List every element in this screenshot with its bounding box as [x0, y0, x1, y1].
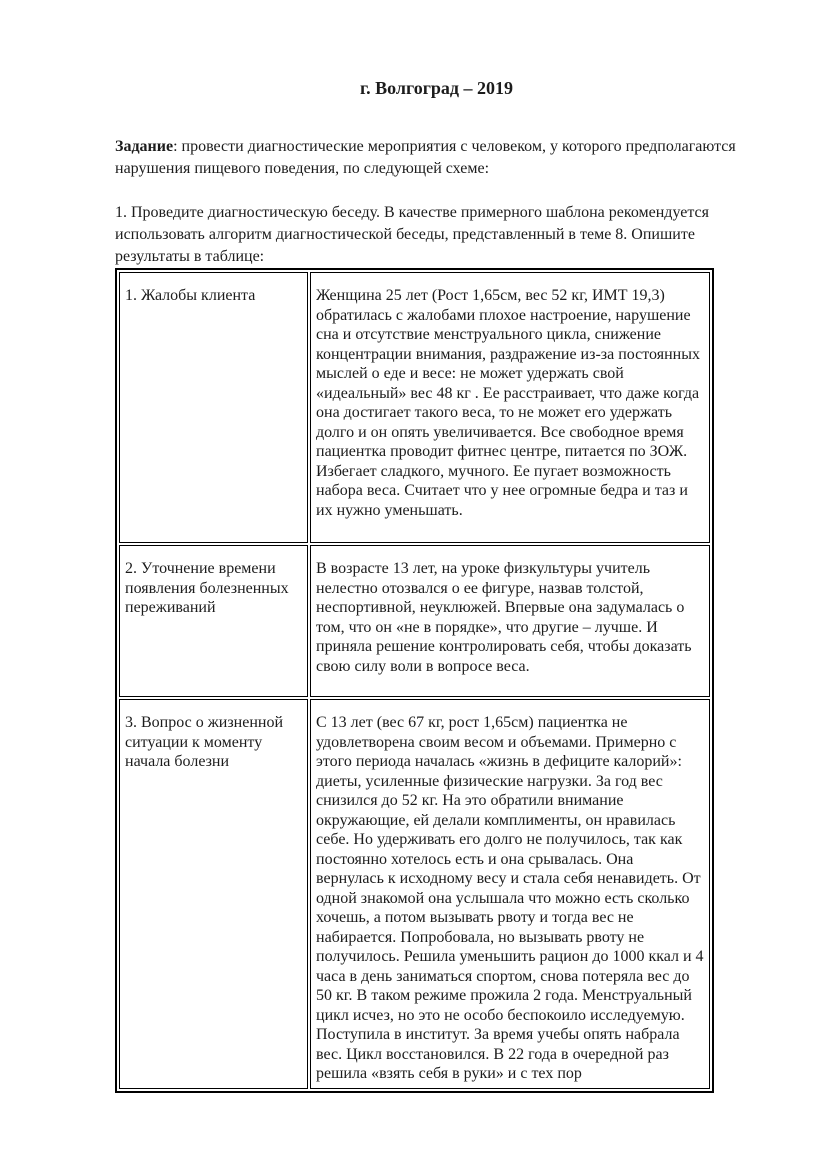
- row-content-cell: Женщина 25 лет (Рост 1,65см, вес 52 кг, ИМТ 19,3) обратилась с жалобами плохое настроение, нарушение сна и отсутствие менструального цикла, снижение концентрации внимания, раздражение из-за постоянных мыслей о еде и весе: не может удержать свой «идеальный» вес 48 кг . Ее расстраивает, что даже когда она достигает такого веса, то не может его удержать долго и он опять увеличивается. Все свободное время пациентка проводит фитнес центре, питается по ЗОЖ. Избегает сладкого, мучного. Ее пугает возможность набора веса. Считает что у нее огромные бедра и таз и их нужно уменьшать.: [310, 272, 710, 543]
- task-paragraph: [115, 136, 758, 180]
- page-title: г. Волгоград – 2019: [359, 78, 514, 98]
- instruction-paragraph: 1. Проведите диагностическую беседу. В качестве примерного шаблона рекомендуется использовать алгоритм диагностической беседы, представленный в теме 8. Опишите результаты в таблице:: [115, 204, 709, 265]
- row-label-cell: 2. Уточнение времени появления болезненных переживаний: [119, 545, 308, 697]
- row-content-cell: С 13 лет (вес 67 кг, рост 1,65см) пациентка не удовлетворена своим весом и объемами. Примерно с этого периода началась «жизнь в дефиците калорий»: диеты, усиленные физические нагрузки. За год вес снизился до 52 кг. На это обратили внимание окружающие, ей делали комплименты, он нравилась себе. Но удерживать его долго не получилось, так как постоянно хотелось есть и она срывалась. Она вернулась к исходному весу и стала себя ненавидеть. От одной знакомой она услышала что можно есть сколько хочешь, а потом вызывать рвоту и тогда вес не набирается. Попробовала, но вызывать рвоту не получилось. Решила уменьшить рацион до 1000 ккал и 4 часа в день заниматься спортом, снова потеряла вес до 50 кг. В таком режиме прожила 2 года. Менструальный цикл исчез, но это не особо беспокоило исследуемую. Поступила в институт. За время учебы опять набрала вес. Цикл восстановился. В 22 года в очередной раз решила «взять себя в руки» и с тех пор: [310, 699, 710, 1089]
- diagnostic-results-table: [115, 268, 714, 1093]
- table-row-onset-time: [119, 545, 710, 697]
- table-row-life-situation: [119, 699, 710, 1089]
- row-content-cell: В возрасте 13 лет, на уроке физкультуры учитель нелестно отозвался о ее фигуре, назвав толстой, неспортивной, неуклюжей. Впервые она задумалась о том, что он «не в порядке», что другие – лучше. И приняла решение контролировать себя, чтобы доказать свою силу воли в вопросе веса.: [310, 545, 710, 697]
- row-label-cell: 1. Жалобы клиента: [119, 272, 308, 543]
- row-label-cell: 3. Вопрос о жизненной ситуации к моменту начала болезни: [119, 699, 308, 1089]
- table-row-complaints: [119, 272, 710, 543]
- task-label: Задание: [115, 138, 174, 155]
- task-text: : провести диагностические мероприятия с человеком, у которого предполагаются нарушения пищевого поведения, по следующей схеме:: [115, 138, 736, 177]
